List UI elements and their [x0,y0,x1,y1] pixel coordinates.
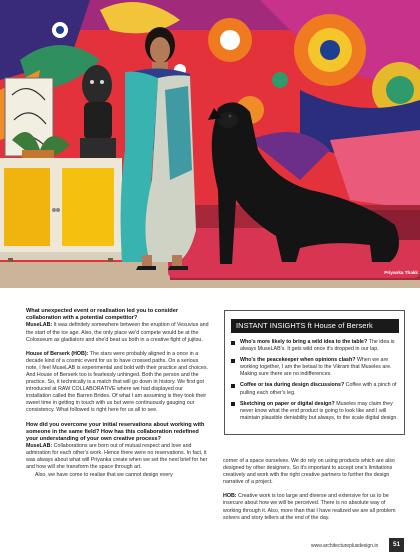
answer-2-text: The stars were probably aligned in a once in a decade kind of a cosmic event for us to have crossed paths. On a serious note, I feel MuseLAB is experimental and bold with their practice and choices. And House of Berserk too is fearlessly unhinged. Both the person and the practice. So, it technically is a match that will go down in history. We first got introduced at RAW COLLABORATIVE where we had displayed our installation called the Barren Brides. Of what I am assuming is they took their sweet time in getting in touch with us but were continuously gauging our consistency. What followed is right here for us all to see. [26,350,208,414]
insight-question: Who's the peacekeeper when opinions clash? [240,357,356,364]
question-2: How did you overcome your initial reservations about working with someone in the same field? How has this collaboration redefined your understanding of your own creative process? [26,421,205,442]
answer-2-speaker: House of Berserk (HOB): [26,350,89,357]
answer-2 [26,351,209,415]
insight-question: Coffee or tea during design discussions? [240,382,345,389]
answer-1-speaker: MuseLAB: [26,322,53,329]
insight-question: Who's more likely to bring a wild idea to the table? [240,339,368,345]
footer-website[interactable]: www.architectureplusdesign.in [311,543,379,549]
insight-answer: Coffee with a pinch of pulling each other's leg. [240,382,397,396]
bullet-square-icon [231,384,235,388]
insight-item [231,382,401,396]
answer-3 [26,443,209,471]
bullet-square-icon [231,359,235,363]
insight-answer: The idea is always MuseLAB's. It gets wild once it's dropped in our lap. [240,339,395,353]
insight-item [231,401,401,422]
insight-question: Sketching on paper or digital design? [240,400,335,407]
bullet-square-icon [231,341,235,345]
answer-4 [223,493,403,521]
insight-item [231,339,401,353]
insights-title: INSTANT INSIGHTS ft House of Berserk [231,319,399,333]
answer-1-text: It was definitely somewhere between the eruption of Vesuvius and the start of the ice age. Also, the only place we'd compete would be at the Colosseum as gladiators and she'd beat us both in a creative fight of jujitsu. [26,322,209,343]
answer-4-text: Creative work is too large and diverse and extensive for us to be insecure about how we will be perceived. There is no absolute way of working through it. Also, more than that I have realized we are all problem solvers and story tellers at the end of the day. [223,493,396,521]
article-left-column [26,308,209,479]
photo-credit: Priyanka Thakk [384,270,418,275]
insight-answer: Museles may claim they never know what the end product is going to look like and I will maintain plausible deniability but always, to the scale digital design. [240,400,398,421]
answer-1 [26,322,209,343]
article-right-column [223,458,403,522]
answer-3-continuation: corner of a space ourselves. We do rely on using products which are also designed by other designers. So it's important to accept one's limitations creatively and work with the right creative partners to further the design narrative of a project. [223,458,395,486]
answer-3-speaker: MuseLAB: [26,443,53,450]
instant-insights-box [224,310,405,435]
insight-answer: When we are working together, I am the betaal to the Vikram that Museles are. Making sure there are no indifferences. [240,357,392,378]
question-1: What unexpected event or realisation led you to consider collaboration with a potential competitor? [26,308,178,322]
answer-3-text: Collaborations are born out of mutual respect and love and admiration for each other's work. Hence there were no reservations. In fact, it was always about what will Priyanka create when we set the next brief for her and how will she transform the space through art. [26,443,208,471]
page-number: 51 [389,538,404,552]
bullet-square-icon [231,402,235,406]
insights-list [231,339,401,426]
insight-item [231,357,401,378]
answer-4-speaker: HOB: [223,493,237,500]
answer-3-continued: Also, we have come to realise that we cannot design every [35,471,173,478]
